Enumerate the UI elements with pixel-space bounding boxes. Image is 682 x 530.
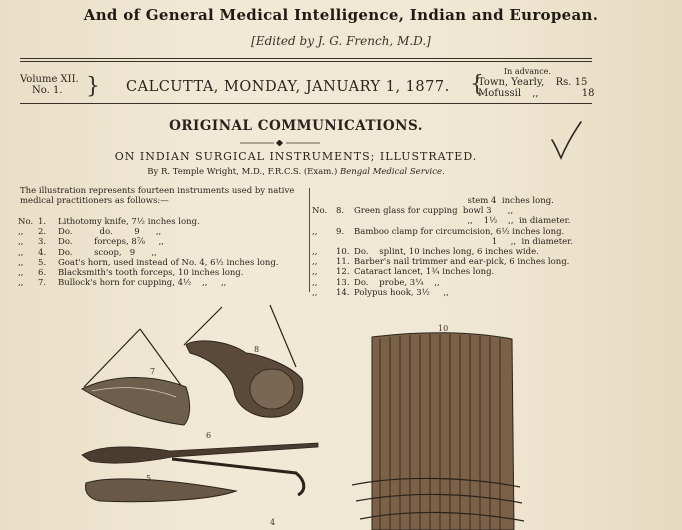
list-item: ,, 12. Cataract lancet, 1¾ inches long. [312,267,495,278]
list-item: No. 8. Green glass for cupping bowl 3 ,, [312,206,514,217]
article-title: ON INDIAN SURGICAL INSTRUMENTS; ILLUSTRATED. [114,150,478,163]
list-item: ,, 4. Do. scoop, 9 ,, [18,247,157,258]
price-mofussil: Mofussil [478,88,522,99]
price-advance: In advance. [504,67,551,76]
ornament-divider [240,140,320,146]
column-divider [309,188,310,292]
list-item: ,, 13. Do. probe, 3¼ ,, [312,277,440,288]
volume-box [20,74,79,96]
price-mofussil-rs: 18 [581,88,595,99]
handwritten-checkmark [548,120,584,162]
price-town-rs: Rs. 15 [555,77,588,88]
instrument-list-left [18,217,278,288]
number-label: No. 1. [32,85,63,96]
rule-top-double [20,61,592,62]
list-item: ,, 11. Barber's nail trimmer and ear-pick, 6 inches long. [312,257,570,268]
instruments-illustration [0,295,682,530]
bamboo-splint-figure [352,333,524,530]
brace-right: { [470,72,484,97]
price-town: Town, Yearly, [478,77,545,88]
list-item: stem 4 inches long. [354,196,554,206]
byline [0,167,592,177]
figure-number: 5 [146,474,152,483]
editor-line: [Edited by J. G. French, M.D.] [251,34,431,48]
list-item: ,, 9. Bamboo clamp for circumcision, 6½ inches long. [312,226,565,237]
goats-horn-figure [86,479,236,502]
glass-cup-figure [184,305,303,417]
byline-service: Bengal Medical Service. [340,167,445,177]
dateline: CALCUTTA, MONDAY, JANUARY 1, 1877. [126,79,450,95]
figure-number: 10 [438,324,449,333]
list-item: ,, 1½ ,, in diameter. [354,216,571,227]
volume-label: Volume XII. [20,74,79,85]
rule-mid [20,103,592,104]
byline-author: By R. Temple Wright, M.D., F.R.C.S. (Exam.) [147,167,338,177]
list-item: ,, 7. Bullock's horn for cupping, 4½ ,, ,, [18,278,227,289]
list-item: 1 ,, in diameter. [354,236,574,247]
price-box [478,66,595,99]
figure-number: 8 [254,345,260,354]
list-item: ,, 5. Goat's horn, used instead of No. 4, 6½ inches long. [18,257,279,268]
list-item: No. 1. Lithotomy knife, 7½ inches long. [18,217,200,227]
bullocks-horn-figure [82,329,190,425]
price-mofussil-dots: ,, [532,88,539,99]
list-item: ,, 14. Polypus hook, 3½ ,, [312,287,449,298]
figure-number: 7 [150,367,156,376]
intro-paragraph: The illustration represents fourteen instruments used by native medical practitioners as follows:— [20,186,295,206]
instrument-list-right [312,196,573,298]
section-title: ORIGINAL COMMUNICATIONS. [169,118,423,134]
list-item: ,, 2. Do. do. 9 ,, [18,227,162,238]
brace-left: } [86,74,100,99]
figure-number: 6 [206,431,212,440]
figure-number: 4 [270,518,276,527]
list-item: ,, 3. Do. forceps, 8⅞ ,, [18,237,164,248]
list-item: ,, 6. Blacksmith's tooth forceps, 10 inches long. [18,268,244,279]
list-item: ,, 10. Do. splint, 10 inches long, 6 inches wide. [312,247,539,258]
rule-top [20,58,592,59]
masthead: And of General Medical Intelligence, Indian and European. [83,6,599,24]
